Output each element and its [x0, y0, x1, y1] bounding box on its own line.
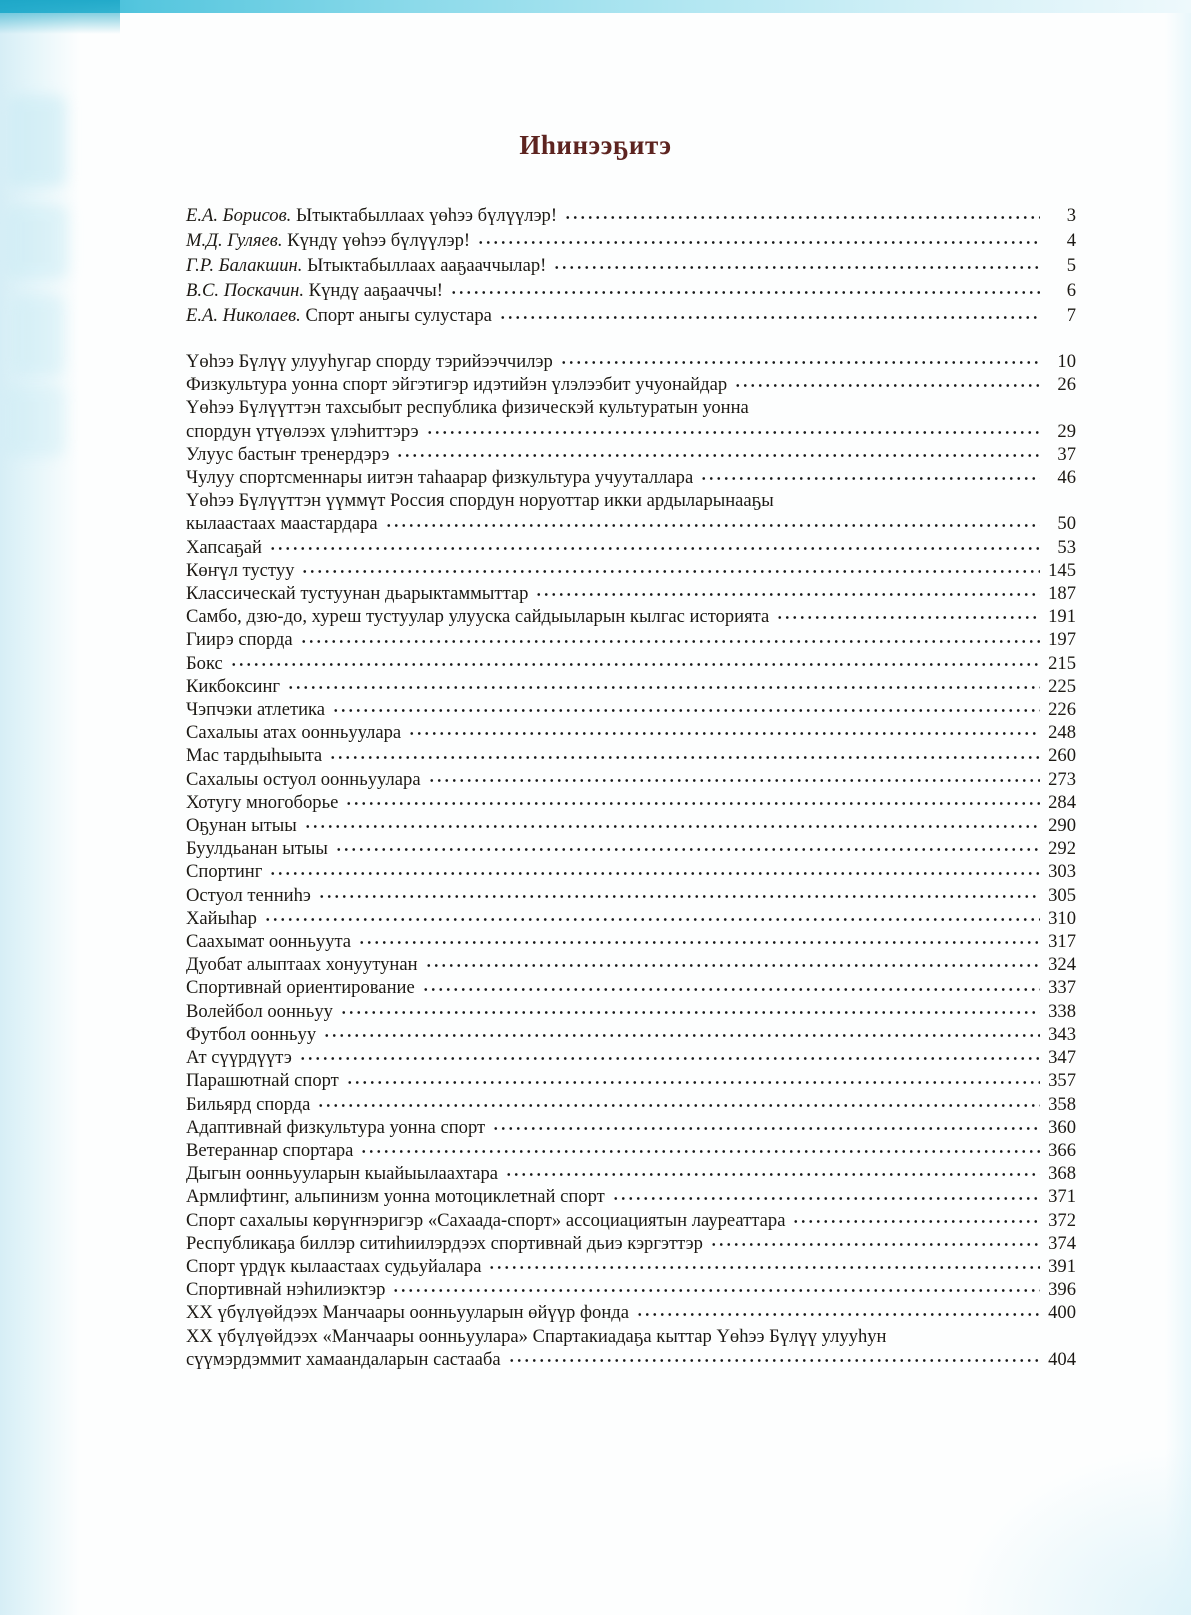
entry-title: Самбо, дзю-до, хуреш тустуулар улууска сайдыыларын кылгас историята — [186, 606, 770, 628]
entry-page-number: 374 — [1048, 1232, 1076, 1254]
entry-title: Спортивнай ориентирование — [186, 977, 415, 999]
dot-leader — [385, 524, 1040, 527]
dot-leader — [425, 964, 1040, 967]
entry-title: Ветераннар спортара — [186, 1139, 354, 1161]
toc-entry-row — [186, 559, 1076, 582]
entry-page-number: 4 — [1066, 230, 1076, 251]
entry-title: Остуол тенниһэ — [186, 884, 311, 906]
toc-entry-row — [186, 373, 1076, 396]
toc-entry-row — [186, 721, 1076, 744]
entry-page-number: 310 — [1048, 907, 1076, 929]
entry-page-number: 197 — [1048, 629, 1076, 651]
dot-leader — [269, 547, 1040, 550]
toc-entry-row — [186, 1162, 1076, 1185]
toc-main-section — [186, 350, 1076, 1371]
entry-title: кылаастаах маастардара — [186, 513, 378, 535]
entry-page-number: 371 — [1048, 1186, 1076, 1208]
entry-page-number: 396 — [1048, 1279, 1076, 1301]
entry-title: Спортинг — [186, 861, 263, 883]
entry-title: спордун үтүөлээх үлэһиттэрэ — [186, 420, 419, 442]
scan-edge-top-left-corner — [0, 0, 120, 34]
entry-page-number: 26 — [1057, 374, 1076, 396]
toc-entry-row — [186, 278, 1076, 303]
entry-page-number: 400 — [1048, 1302, 1076, 1324]
entry-title: Мас тардыһыыта — [186, 745, 323, 767]
toc-entry-row — [186, 303, 1076, 328]
toc-entry-row — [186, 930, 1076, 953]
dot-leader — [329, 756, 1040, 759]
dot-leader — [408, 732, 1040, 735]
entry-title: Чэпчэки атлетика — [186, 699, 326, 721]
dot-leader — [318, 895, 1040, 898]
dot-leader — [450, 291, 1040, 294]
dot-leader — [332, 709, 1040, 712]
entry-page-number: 6 — [1066, 280, 1076, 301]
entry-title: Бокс — [186, 652, 223, 674]
entry-title: Дыгын оонньууларын кыайыылаахтара — [186, 1163, 499, 1185]
entry-title: Хапсаҕай — [186, 536, 262, 558]
entry-title: Үөһээ Бүлүү улууһугар спорду тэрийээччилэр — [186, 351, 553, 372]
entry-title: Буулдьанан ытыы — [186, 838, 328, 860]
entry-page-number: 37 — [1057, 443, 1076, 465]
entry-title: XX үбүлүөйдээх Манчаары оонньууларын өйүүр фонда — [186, 1302, 629, 1324]
entry-title: Классическай тустуунан дьарыктаммыттар — [186, 583, 529, 605]
toc-entry-row — [186, 350, 1076, 373]
dot-leader — [358, 941, 1040, 944]
entry-author: Е.А. Борисов. — [186, 205, 296, 226]
dot-leader — [553, 266, 1040, 269]
entry-page-number: 5 — [1066, 255, 1076, 276]
toc-entry-row — [186, 953, 1076, 976]
toc-entry-row — [186, 791, 1076, 814]
dot-leader — [300, 640, 1040, 643]
entry-page-number: 317 — [1048, 931, 1076, 953]
dot-leader — [776, 616, 1040, 619]
entry-page-number: 191 — [1048, 606, 1076, 628]
scan-edge-right — [1165, 0, 1191, 1615]
dot-leader — [492, 1127, 1040, 1130]
entry-page-number: 226 — [1048, 699, 1076, 721]
entry-page-number: 260 — [1048, 745, 1076, 767]
toc-entry-row — [186, 1348, 1076, 1371]
dot-leader — [317, 1104, 1040, 1107]
toc-entry-row — [186, 420, 1076, 443]
entry-title: Сахалыы остуол оонньуулара — [186, 768, 421, 790]
dot-leader — [345, 802, 1040, 805]
toc-entry-row — [186, 652, 1076, 675]
table-of-contents — [186, 203, 1076, 1371]
toc-entry-row — [186, 582, 1076, 605]
entry-title: Күндү ааҕааччы! — [308, 280, 443, 301]
entry-title: Күндү үөһээ бүлүүлэр! — [287, 230, 471, 251]
entry-page-number: 305 — [1048, 884, 1076, 906]
dot-leader — [505, 1173, 1040, 1176]
entry-page-number: 366 — [1048, 1139, 1076, 1161]
dot-leader — [335, 848, 1040, 851]
entry-page-number: 145 — [1048, 559, 1076, 581]
toc-entry-row — [186, 228, 1076, 253]
dot-leader — [422, 988, 1040, 991]
toc-entry-row — [186, 1000, 1076, 1023]
dot-leader — [304, 825, 1040, 828]
toc-entry-row — [186, 466, 1076, 489]
entry-page-number: 404 — [1048, 1348, 1076, 1370]
dot-leader — [269, 872, 1040, 875]
entry-title: сүүмэрдэммит хамаандаларын састааба — [186, 1348, 501, 1370]
toc-entry-row — [186, 1209, 1076, 1232]
toc-entry-row — [186, 744, 1076, 767]
dot-leader — [301, 570, 1040, 573]
entry-title: Көҥүл тустуу — [186, 559, 295, 581]
entry-page-number: 303 — [1048, 861, 1076, 883]
entry-page-number: 7 — [1066, 305, 1076, 326]
toc-entry-row — [186, 976, 1076, 999]
entry-page-number: 337 — [1048, 977, 1076, 999]
toc-entry-row — [186, 698, 1076, 721]
dot-leader — [392, 1289, 1040, 1292]
dot-leader — [346, 1081, 1040, 1084]
dot-leader — [299, 1057, 1040, 1060]
toc-entry-row — [186, 203, 1076, 228]
toc-entry-row — [186, 1046, 1076, 1069]
entry-page-number: 284 — [1048, 791, 1076, 813]
toc-entry-row — [186, 443, 1076, 466]
dot-leader — [560, 361, 1040, 364]
entry-page-number: 225 — [1048, 675, 1076, 697]
dot-leader — [340, 1011, 1040, 1014]
toc-entry-row — [186, 1093, 1076, 1116]
page-title: Иһинээҕитэ — [519, 130, 672, 160]
entry-page-number: 360 — [1048, 1116, 1076, 1138]
toc-entry-row — [186, 1278, 1076, 1301]
entry-title: Ытыктабыллаах ааҕааччылар! — [307, 255, 547, 276]
entry-author: Г.Р. Балакшин. — [186, 255, 308, 276]
toc-entry-row — [186, 253, 1076, 278]
dot-leader — [636, 1313, 1040, 1316]
toc-entry-row — [186, 1185, 1076, 1208]
dot-leader — [612, 1197, 1040, 1200]
toc-entry-row — [186, 1232, 1076, 1255]
entry-title: Үөһээ Бүлүүттэн тахсыбыт республика физическэй культуратын уонна — [186, 397, 749, 419]
toc-front-section — [186, 203, 1076, 328]
entry-page-number: 248 — [1048, 722, 1076, 744]
toc-entry-row — [186, 768, 1076, 791]
entry-title: Гиирэ спорда — [186, 629, 293, 651]
toc-entry-row — [186, 628, 1076, 651]
dot-leader — [564, 216, 1040, 219]
entry-page-number: 187 — [1048, 583, 1076, 605]
toc-entry-row — [186, 396, 1076, 419]
scan-edge-bottom-right — [951, 1445, 1191, 1615]
dot-leader — [264, 918, 1040, 921]
entry-page-number: 372 — [1048, 1209, 1076, 1231]
dot-leader — [535, 593, 1040, 596]
entry-author: Е.А. Николаев. — [186, 305, 306, 326]
toc-entry-row — [186, 1069, 1076, 1092]
scan-edge-top — [0, 0, 1191, 13]
toc-entry-row — [186, 1023, 1076, 1046]
dot-leader — [508, 1359, 1040, 1362]
entry-page-number: 46 — [1057, 467, 1076, 489]
entry-page-number: 338 — [1048, 1000, 1076, 1022]
entry-title: Оҕунан ытыы — [186, 815, 297, 837]
entry-title: Саахымат оонньуута — [186, 931, 352, 953]
toc-entry-row — [186, 860, 1076, 883]
toc-entry-row — [186, 884, 1076, 907]
toc-entry-row — [186, 1301, 1076, 1324]
dot-leader — [428, 779, 1040, 782]
scan-ghost-mark — [12, 295, 64, 377]
entry-title: Ат сүүрдүүтэ — [186, 1047, 292, 1069]
entry-title: Спортивнай нэһилиэктэр — [186, 1279, 386, 1301]
scan-ghost-mark — [6, 205, 68, 279]
entry-title: Спорт үрдүк кылаастаах судьуйалара — [186, 1255, 482, 1277]
entry-title: Адаптивнай физкультура уонна спорт — [186, 1116, 486, 1138]
entry-title: Спорт аныгы сулустара — [305, 305, 492, 326]
entry-page-number: 29 — [1057, 420, 1076, 442]
toc-entry-row — [186, 512, 1076, 535]
toc-entry-row — [186, 489, 1076, 512]
entry-title: Спорт сахалыы көрүҥнэригэр «Сахаада-спорт» ассоциациятын лауреаттара — [186, 1209, 786, 1231]
entry-title: Хайыһар — [186, 907, 257, 929]
entry-title: XX үбүлүөйдээх «Манчаары оонньуулара» Спартакиадаҕа кыттар Үөһээ Бүлүү улууһун — [186, 1325, 887, 1347]
entry-title: Футбол оонньуу — [186, 1023, 317, 1045]
toc-entry-row — [186, 907, 1076, 930]
entry-title: Парашютнай спорт — [186, 1070, 339, 1092]
toc-entry-row — [186, 536, 1076, 559]
entry-page-number: 290 — [1048, 815, 1076, 837]
dot-leader — [287, 686, 1040, 689]
entry-author: В.С. Поскачин. — [186, 280, 309, 301]
entry-page-number: 50 — [1057, 513, 1076, 535]
entry-page-number: 368 — [1048, 1163, 1076, 1185]
dot-leader — [700, 477, 1040, 480]
dot-leader — [323, 1034, 1040, 1037]
dot-leader — [488, 1266, 1040, 1269]
entry-page-number: 343 — [1048, 1023, 1076, 1045]
entry-title: Хотугу многоборье — [186, 791, 339, 813]
entry-title: Сахалыы атах оонньуулара — [186, 722, 402, 744]
toc-entry-row — [186, 605, 1076, 628]
entry-author: М.Д. Гуляев. — [186, 230, 288, 251]
toc-entry-row — [186, 814, 1076, 837]
entry-page-number: 391 — [1048, 1255, 1076, 1277]
entry-title: Бильярд спорда — [186, 1093, 311, 1115]
entry-title: Үөһээ Бүлүүттэн үүммүт Россия спордун норуоттар икки ардыларынааҕы — [186, 490, 774, 512]
scan-ghost-mark — [5, 385, 65, 457]
entry-title: Армлифтинг, альпинизм уонна мотоциклетнай спорт — [186, 1186, 605, 1208]
dot-leader — [499, 316, 1040, 319]
entry-page-number: 358 — [1048, 1093, 1076, 1115]
entry-page-number: 347 — [1048, 1047, 1076, 1069]
entry-title: Улуус бастыҥ тренердэрэ — [186, 443, 390, 465]
toc-entry-row — [186, 1255, 1076, 1278]
entry-page-number: 3 — [1066, 205, 1076, 226]
entry-page-number: 292 — [1048, 838, 1076, 860]
entry-title: Волейбол оонньуу — [186, 1000, 333, 1022]
entry-page-number: 215 — [1048, 652, 1076, 674]
dot-leader — [426, 431, 1040, 434]
dot-leader — [734, 384, 1040, 387]
toc-entry-row — [186, 837, 1076, 860]
toc-entry-row — [186, 1325, 1076, 1348]
toc-entry-row — [186, 1139, 1076, 1162]
entry-title: Кикбоксинг — [186, 675, 281, 697]
entry-title: Дуобат алыптаах хонуутунан — [186, 954, 418, 976]
entry-page-number: 357 — [1048, 1070, 1076, 1092]
dot-leader — [477, 241, 1040, 244]
entry-title: Ытыктабыллаах үөһээ бүлүүлэр! — [295, 205, 558, 226]
entry-page-number: 324 — [1048, 954, 1076, 976]
dot-leader — [360, 1150, 1040, 1153]
entry-title: Чулуу спортсменнары иитэн таһаарар физкультура учууталлара — [186, 467, 694, 489]
dot-leader — [230, 663, 1040, 666]
dot-leader — [396, 454, 1040, 457]
toc-entry-row — [186, 1116, 1076, 1139]
entry-title: Физкультура уонна спорт эйгэтигэр идэтийэн үлэлээбит учуонайдар — [186, 374, 728, 396]
entry-page-number: 273 — [1048, 768, 1076, 790]
entry-title: Республикаҕа биллэр ситиһиилэрдээх спортивнай дьиэ кэргэттэр — [186, 1232, 703, 1254]
entry-page-number: 10 — [1057, 351, 1076, 372]
toc-entry-row — [186, 675, 1076, 698]
dot-leader — [710, 1243, 1040, 1246]
dot-leader — [792, 1220, 1040, 1223]
entry-page-number: 53 — [1057, 536, 1076, 558]
